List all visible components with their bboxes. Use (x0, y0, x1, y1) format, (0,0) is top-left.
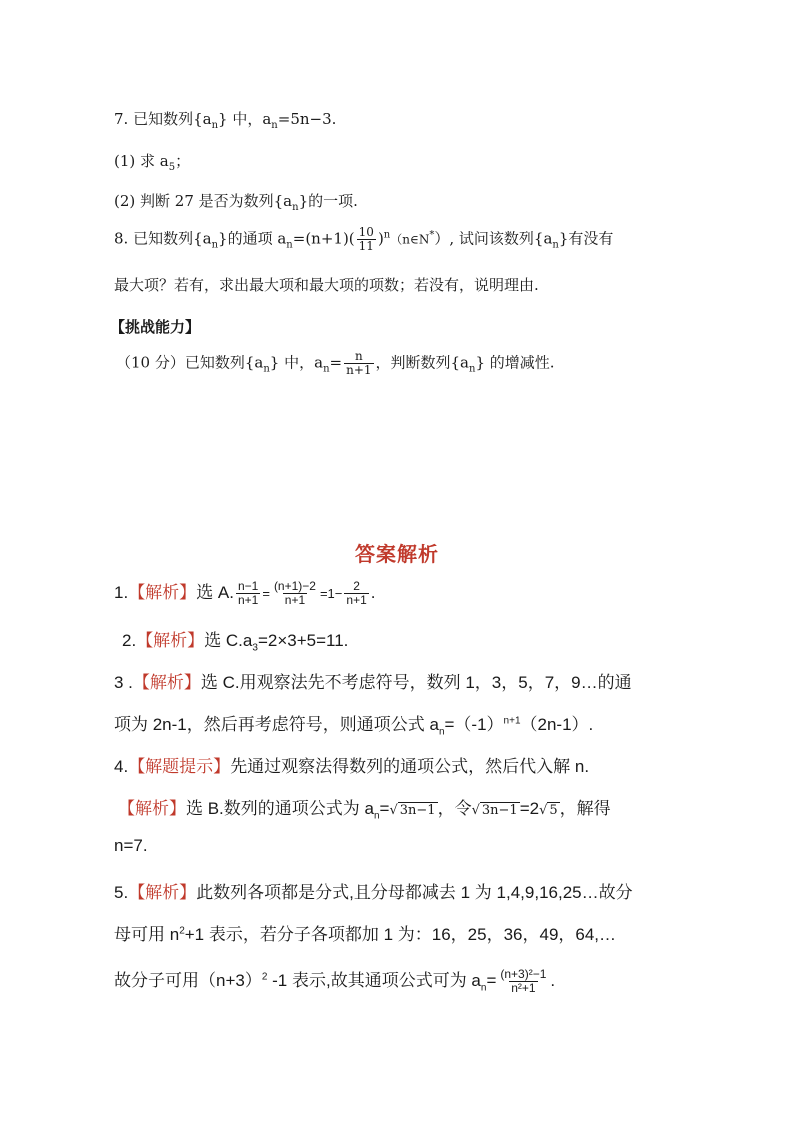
q7-part2: (2) 判断 27 是否为数列$\{a_n\}$的一项. (114, 192, 358, 213)
q8-fraction: $\frac{10}{11}$ (358, 225, 374, 253)
hint-tag: 【解题提示】 (128, 757, 231, 776)
fraction: $\frac{n-1}{n+1}$ (237, 579, 259, 608)
answer-4-hint: 4.【解题提示】先通过观察法得数列的通项公式，然后代入解 n. (114, 757, 590, 776)
answer-5-line1: 5.【解析】此数列各项都是分式,且分母都减去 1 为 1,4,9,16,25…故分 (114, 883, 633, 902)
answer-4-result: n=7. (114, 836, 148, 855)
analysis-tag: 【解析】 (118, 799, 186, 818)
answers-title: 答案解析 (355, 542, 439, 566)
sqrt-expression: √ 5 (539, 803, 558, 818)
analysis-tag: 【解析】 (136, 631, 205, 650)
answer-1: 1.【解析】选 A. $\frac{n-1}{n+1}$ = $\frac{(n+1)-2}{n+1}$ =1− $\frac{2}{n+1}$ . (114, 579, 376, 608)
q8-line2: 最大项？若有，求出最大项和最大项的项数；若没有，说明理由. (114, 276, 539, 294)
answer-4-analysis: 【解析】选 B.数列的通项公式为 $a_n=√$ 3n−1 ，令√ 3n−1 =2√ 5 ，解得 (118, 799, 611, 822)
fraction: $\frac{\text{(n+3)²−1}}{\text{n²+1}}$ (500, 967, 547, 996)
answer-5-line2: 母可用 $n^2+1$ 表示，若分子各项都加 1 为：16，25，36，49，64,… (114, 925, 617, 944)
sqrt-expression: √ 3n−1 (389, 803, 436, 818)
q8-line1: 8. 已知数列$\{a_n\}$的通项 $a_n=(n+1)$( $\frac{10}{11}$ )$^n$（n∈N*）, 试问该数列$\{a_n\}$有没有 (114, 225, 614, 253)
fraction: $\frac{2}{n+1}$ (346, 579, 367, 608)
answer-2: 2.【解析】选 $C.a_3=2\times 3+5=11$. (122, 631, 349, 654)
answer-3-line2: 项为 2n-1，然后再考虑符号，则通项公式 $a_n=(-1)^{n+1}(2n-1)$. (114, 715, 594, 738)
challenge-fraction: $\frac{n}{n+1}$ (346, 349, 372, 377)
q7-line: 7. 已知数列$\{a_n\}$ 中，$a_n=5n-3$. (114, 110, 337, 131)
answer-5-line3: 故分子可用$(n+3)^2$ -1 表示,故其通项公式可为 $a_n=$ $\frac{\text{(n+3)²−1}}{\text{n²+1}}$ . (114, 967, 556, 996)
analysis-tag: 【解析】 (132, 673, 201, 692)
analysis-tag: 【解析】 (128, 583, 197, 602)
challenge-heading: 【挑战能力】 (110, 318, 201, 336)
q7-part1: (1) 求 $a_5$； (114, 152, 191, 173)
analysis-tag: 【解析】 (128, 883, 197, 902)
sqrt-expression: √ 3n−1 (471, 803, 518, 818)
fraction: $\frac{(n+1)-2}{n+1}$ (273, 579, 316, 608)
challenge-line: （10 分）已知数列$\{a_n\}$ 中，$a_n=$ $\frac{n}{n+1}$ ，判断数列$\{a_n\}$ 的增减性. (116, 349, 555, 377)
answer-3-line1: 3 .【解析】选 C.用观察法先不考虑符号，数列 1，3，5，7，9…的通 (114, 673, 632, 692)
